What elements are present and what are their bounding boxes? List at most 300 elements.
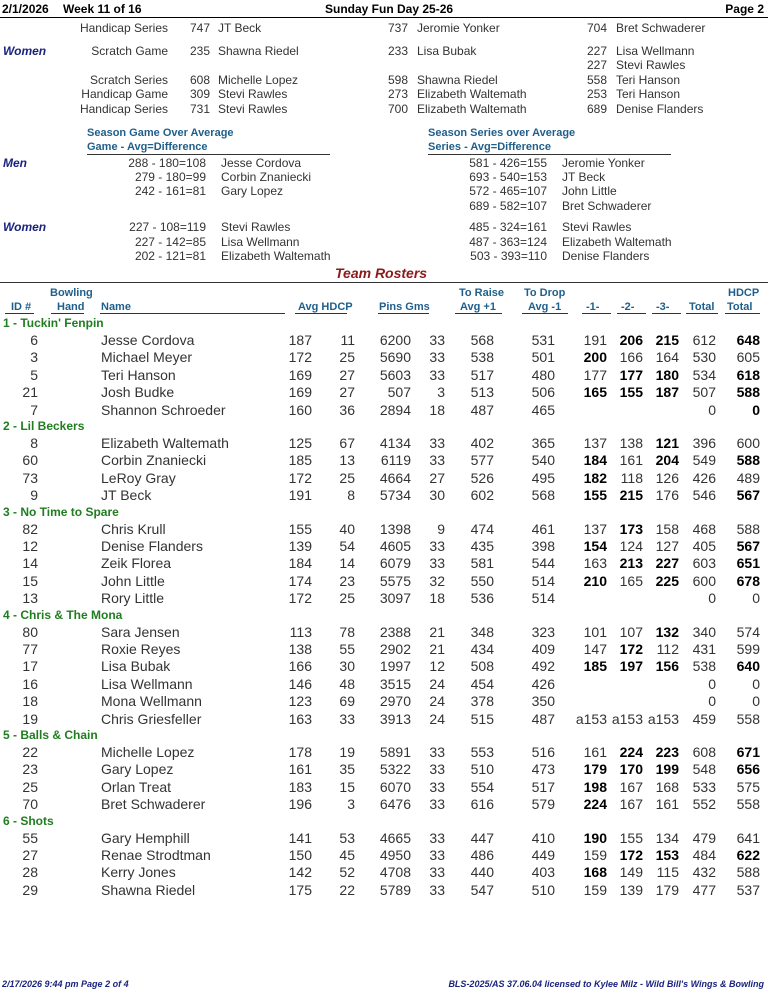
player-average: 178 (288, 744, 312, 760)
player-name: Elizabeth Waltemath (101, 435, 229, 451)
player-id: 8 (30, 435, 38, 451)
women-label: Women (3, 220, 47, 234)
player-game-3: 127 (655, 538, 679, 554)
player-to-drop: 514 (531, 590, 555, 606)
player-pins: 5603 (379, 367, 411, 383)
player-id: 3 (30, 349, 38, 365)
player-to-drop: 514 (531, 573, 555, 589)
series-over-avg-name: JT Beck (562, 170, 606, 184)
award-name-3: Stevi Rawles (616, 58, 686, 72)
player-pins: 5322 (379, 761, 411, 777)
award-name-2: Elizabeth Waltemath (417, 87, 527, 101)
player-total: 549 (692, 452, 716, 468)
player-games: 18 (429, 590, 445, 606)
award-score-3: 227 (586, 44, 607, 58)
award-name-3: Lisa Wellmann (616, 44, 695, 58)
player-total: 340 (692, 624, 716, 640)
award-score-1: 608 (189, 73, 210, 87)
col-total: Total (689, 301, 715, 313)
player-games: 21 (429, 624, 445, 640)
player-games: 33 (429, 864, 445, 880)
player-to-raise: 348 (470, 624, 494, 640)
column-underline (100, 313, 285, 314)
player-average: 163 (288, 711, 312, 727)
player-games: 33 (429, 761, 445, 777)
player-game-3: 227 (655, 555, 679, 571)
player-games: 24 (429, 676, 445, 692)
player-handicap: 69 (339, 693, 355, 709)
player-hdcp-total: 0 (752, 676, 760, 692)
player-games: 33 (429, 538, 445, 554)
player-id: 9 (30, 487, 38, 503)
player-name: Gary Lopez (101, 761, 174, 777)
player-handicap: 15 (339, 779, 355, 795)
game-over-avg-underline (87, 154, 330, 155)
player-to-raise: 454 (470, 676, 494, 692)
game-over-avg-value: 288 - 180=108 (128, 156, 206, 170)
player-game-3: 180 (655, 367, 679, 383)
award-score-3: 253 (586, 87, 607, 101)
player-hdcp-total: 558 (736, 711, 760, 727)
player-id: 15 (22, 573, 38, 589)
award-name-3: Bret Schwaderer (616, 21, 706, 35)
player-handicap: 27 (339, 367, 355, 383)
game-over-avg-name: Gary Lopez (221, 184, 284, 198)
series-over-avg-value: 693 - 540=153 (469, 170, 547, 184)
award-score-2: 598 (387, 73, 408, 87)
player-hdcp-total: 671 (736, 744, 760, 760)
player-hdcp-total: 656 (736, 761, 760, 777)
player-hdcp-total: 588 (736, 521, 760, 537)
player-name: JT Beck (101, 487, 152, 503)
player-games: 33 (429, 555, 445, 571)
player-average: 169 (288, 384, 312, 400)
player-to-drop: 544 (531, 555, 555, 571)
player-total: 534 (692, 367, 716, 383)
player-total: 396 (692, 435, 716, 451)
player-to-raise: 508 (470, 658, 494, 674)
player-total: 530 (692, 349, 716, 365)
player-pins: 3097 (379, 590, 411, 606)
player-to-drop: 403 (531, 864, 555, 880)
player-handicap: 67 (339, 435, 355, 451)
player-pins: 2388 (379, 624, 411, 640)
player-average: 150 (288, 847, 312, 863)
player-total: 431 (692, 641, 716, 657)
player-pins: 3913 (379, 711, 411, 727)
player-handicap: 48 (339, 676, 355, 692)
player-average: 142 (288, 864, 312, 880)
player-hdcp-total: 574 (736, 624, 760, 640)
player-name: Chris Krull (101, 521, 166, 537)
player-hdcp-total: 640 (736, 658, 760, 674)
column-underline (295, 313, 347, 314)
player-to-raise: 435 (470, 538, 494, 554)
player-to-drop: 461 (531, 521, 555, 537)
game-over-avg-name: Corbin Znaniecki (221, 170, 312, 184)
player-total: 0 (708, 676, 716, 692)
player-games: 33 (429, 349, 445, 365)
player-handicap: 55 (339, 641, 355, 657)
player-game-2: 165 (619, 573, 643, 589)
men-label: Men (3, 156, 27, 170)
player-game-3: 225 (655, 573, 679, 589)
player-name: Michael Meyer (101, 349, 193, 365)
series-over-avg-value: 689 - 582=107 (469, 199, 547, 213)
column-underline (582, 313, 611, 314)
award-name-1: Stevi Rawles (218, 87, 288, 101)
player-to-drop: 516 (531, 744, 555, 760)
player-name: Rory Little (101, 590, 165, 606)
player-game-3: 187 (655, 384, 679, 400)
col-hand: Hand (57, 301, 85, 313)
series-over-avg-name: Jeromie Yonker (562, 156, 645, 170)
player-id: 18 (22, 693, 38, 709)
game-over-avg-value: 227 - 142=85 (134, 235, 206, 249)
player-id: 70 (22, 796, 38, 812)
award-score-3: 689 (586, 102, 607, 116)
player-to-raise: 486 (470, 847, 494, 863)
team-name: 4 - Chris & The Mona (3, 607, 123, 622)
player-game-3: 161 (655, 796, 679, 812)
team-name: 5 - Balls & Chain (3, 728, 98, 742)
player-name: Lisa Bubak (101, 658, 171, 674)
player-game-1: 200 (583, 349, 607, 365)
player-handicap: 45 (339, 847, 355, 863)
player-handicap: 23 (339, 573, 355, 589)
player-average: 175 (288, 882, 312, 898)
award-score-2: 233 (387, 44, 408, 58)
player-to-raise: 517 (470, 367, 494, 383)
player-game-1: 147 (583, 641, 607, 657)
player-game-3: 115 (656, 864, 679, 880)
player-id: 28 (22, 864, 38, 880)
player-to-drop: 487 (531, 711, 555, 727)
player-name: Roxie Reyes (101, 641, 181, 657)
player-id: 22 (22, 744, 38, 760)
player-name: John Little (101, 573, 165, 589)
player-game-1: 155 (583, 487, 607, 503)
player-total: 507 (692, 384, 716, 400)
player-to-drop: 480 (531, 367, 555, 383)
player-game-2: 170 (619, 761, 643, 777)
player-hdcp-total: 537 (736, 882, 760, 898)
team-name: 1 - Tuckin' Fenpin (3, 316, 104, 330)
player-games: 30 (429, 487, 445, 503)
player-to-drop: 473 (531, 761, 555, 777)
player-to-drop: 492 (531, 658, 555, 674)
award-score-2: 737 (387, 21, 408, 35)
player-pins: 4950 (379, 847, 411, 863)
award-label: Handicap Series (79, 102, 168, 116)
col-raise-top: To Raise (459, 287, 505, 299)
footer-timestamp: 2/17/2026 9:44 pm Page 2 of 4 (2, 979, 129, 989)
player-to-drop: 449 (531, 847, 555, 863)
player-game-2: a153 (611, 711, 643, 727)
player-handicap: 78 (339, 624, 355, 640)
player-hdcp-total: 0 (752, 590, 760, 606)
player-pins: 5575 (379, 573, 411, 589)
player-total: 548 (692, 761, 716, 777)
player-to-raise: 447 (470, 830, 494, 846)
col-game-1: -1- (586, 301, 600, 313)
award-label: Handicap Game (81, 87, 168, 101)
award-name-1: Shawna Riedel (218, 44, 299, 58)
player-pins: 3515 (379, 676, 411, 692)
series-over-avg-value: 503 - 393=110 (470, 249, 547, 263)
award-name-1: Stevi Rawles (218, 102, 288, 116)
player-name: Zeik Florea (101, 555, 172, 571)
game-over-avg-name: Lisa Wellmann (221, 235, 300, 249)
column-underline (686, 313, 718, 314)
player-to-raise: 550 (470, 573, 494, 589)
player-pins: 4134 (379, 435, 411, 451)
player-game-3: 168 (655, 779, 679, 795)
player-hdcp-total: 588 (736, 384, 760, 400)
player-to-raise: 554 (470, 779, 494, 795)
player-game-3: 126 (655, 470, 679, 486)
player-pins: 6119 (380, 452, 411, 468)
player-to-raise: 515 (470, 711, 494, 727)
award-name-2: Elizabeth Waltemath (417, 102, 527, 116)
player-total: 600 (692, 573, 716, 589)
award-name-1: Michelle Lopez (218, 73, 299, 87)
player-game-3: 134 (655, 830, 679, 846)
award-score-3: 558 (586, 73, 607, 87)
player-game-2: 124 (619, 538, 643, 554)
player-games: 33 (429, 779, 445, 795)
col-game-3: -3- (656, 301, 670, 313)
player-average: 191 (288, 487, 312, 503)
player-game-3: 223 (655, 744, 679, 760)
game-over-avg-value: 279 - 180=99 (134, 170, 206, 184)
player-pins: 507 (387, 384, 411, 400)
series-over-avg-value: 572 - 465=107 (469, 184, 547, 198)
player-name: Kerry Jones (101, 864, 176, 880)
player-average: 196 (288, 796, 312, 812)
player-average: 172 (288, 590, 312, 606)
player-handicap: 14 (339, 555, 355, 571)
player-total: 459 (692, 711, 716, 727)
player-name: Renae Strodtman (101, 847, 211, 863)
player-games: 18 (429, 402, 445, 418)
player-game-2: 173 (619, 521, 643, 537)
team-rosters-title: Team Rosters (335, 265, 428, 281)
player-name: Corbin Znaniecki (101, 452, 207, 468)
player-pins: 5789 (379, 882, 411, 898)
player-game-1: 177 (583, 367, 607, 383)
player-total: 552 (692, 796, 716, 812)
player-game-2: 172 (619, 641, 643, 657)
player-to-raise: 602 (470, 487, 494, 503)
series-over-avg-name: Bret Schwaderer (562, 199, 652, 213)
series-over-avg-name: John Little (562, 184, 617, 198)
rosters-divider (0, 282, 768, 283)
player-to-drop: 350 (531, 693, 555, 709)
player-to-raise: 474 (470, 521, 494, 537)
player-pins: 4665 (379, 830, 411, 846)
player-game-2: 155 (619, 384, 643, 400)
player-game-3: 156 (655, 658, 679, 674)
player-to-drop: 531 (531, 332, 555, 348)
player-average: 123 (288, 693, 312, 709)
series-over-avg-subtitle: Series - Avg=Difference (428, 141, 551, 153)
player-game-3: 204 (655, 452, 679, 468)
player-to-raise: 434 (470, 641, 494, 657)
player-hdcp-total: 489 (736, 470, 760, 486)
award-label: Scratch Game (91, 44, 168, 58)
player-to-raise: 378 (470, 693, 494, 709)
team-name: 6 - Shots (3, 813, 54, 828)
player-hdcp-total: 567 (736, 538, 760, 554)
player-to-drop: 506 (531, 384, 555, 400)
player-game-2: 138 (619, 435, 643, 451)
player-id: 6 (30, 332, 38, 348)
player-hdcp-total: 678 (736, 573, 760, 589)
player-to-raise: 440 (470, 864, 494, 880)
player-total: 533 (692, 779, 716, 795)
player-hdcp-total: 575 (736, 779, 760, 795)
col-drop-top: To Drop (524, 287, 566, 299)
player-games: 9 (437, 521, 445, 537)
award-score-3: 704 (586, 21, 607, 35)
player-handicap: 35 (339, 761, 355, 777)
player-average: 183 (288, 779, 312, 795)
award-score-3: 227 (586, 58, 607, 72)
player-games: 27 (429, 470, 445, 486)
award-score-2: 700 (387, 102, 408, 116)
player-to-raise: 581 (470, 555, 494, 571)
game-over-avg-title: Season Game Over Average (87, 127, 234, 139)
award-score-1: 309 (189, 87, 210, 101)
player-average: 125 (288, 435, 312, 451)
player-to-drop: 426 (531, 676, 555, 692)
player-game-2: 161 (619, 452, 643, 468)
player-total: 479 (692, 830, 716, 846)
player-hdcp-total: 0 (752, 402, 760, 418)
player-games: 33 (429, 744, 445, 760)
series-over-avg-underline (428, 154, 671, 155)
player-pins: 2894 (379, 402, 411, 418)
player-total: 426 (692, 470, 716, 486)
player-game-2: 155 (619, 830, 643, 846)
col-raise: Avg +1 (460, 301, 496, 313)
player-id: 21 (22, 384, 38, 400)
player-total: 477 (692, 882, 716, 898)
col-pins-gms: Pins Gms (379, 301, 430, 313)
player-average: 172 (288, 349, 312, 365)
player-name: Michelle Lopez (101, 744, 195, 760)
player-average: 139 (288, 538, 312, 554)
player-games: 33 (429, 367, 445, 383)
player-games: 24 (429, 711, 445, 727)
player-to-drop: 398 (531, 538, 555, 554)
award-group-label: Women (3, 44, 47, 58)
player-game-3: 199 (655, 761, 679, 777)
player-game-1: 161 (583, 744, 607, 760)
player-total: 603 (692, 555, 716, 571)
column-underline (522, 313, 568, 314)
game-over-avg-value: 227 - 108=119 (129, 220, 206, 234)
player-pins: 6476 (379, 796, 411, 812)
player-game-1: 165 (583, 384, 607, 400)
player-hdcp-total: 588 (736, 452, 760, 468)
player-hdcp-total: 641 (736, 830, 760, 846)
player-to-drop: 540 (531, 452, 555, 468)
player-id: 80 (22, 624, 38, 640)
player-pins: 1398 (379, 521, 411, 537)
player-game-3: 153 (655, 847, 679, 863)
player-name: Jesse Cordova (101, 332, 195, 348)
player-to-raise: 510 (470, 761, 494, 777)
player-pins: 5690 (379, 349, 411, 365)
player-game-3: 176 (655, 487, 679, 503)
player-pins: 5734 (379, 487, 411, 503)
player-average: 169 (288, 367, 312, 383)
award-name-1: JT Beck (218, 21, 262, 35)
player-pins: 6200 (379, 332, 411, 348)
award-score-1: 731 (189, 102, 210, 116)
player-to-drop: 410 (531, 830, 555, 846)
player-handicap: 33 (339, 711, 355, 727)
series-over-avg-title: Season Series over Average (428, 127, 576, 139)
award-score-2: 273 (387, 87, 408, 101)
player-id: 77 (22, 641, 38, 657)
player-to-raise: 616 (470, 796, 494, 812)
player-id: 73 (22, 470, 38, 486)
player-pins: 5891 (379, 744, 411, 760)
column-underline (455, 313, 502, 314)
player-id: 19 (22, 711, 38, 727)
player-hdcp-total: 651 (736, 555, 760, 571)
player-to-raise: 487 (470, 402, 494, 418)
player-average: 160 (288, 402, 312, 418)
player-name: Sara Jensen (101, 624, 180, 640)
series-over-avg-name: Elizabeth Waltemath (562, 235, 672, 249)
player-game-1: 224 (583, 796, 607, 812)
player-name: Lisa Wellmann (101, 676, 193, 692)
player-name: Gary Hemphill (101, 830, 190, 846)
player-game-1: 179 (583, 761, 607, 777)
player-name: Mona Wellmann (101, 693, 202, 709)
player-game-2: 139 (619, 882, 643, 898)
player-total: 0 (708, 590, 716, 606)
player-game-3: 158 (655, 521, 679, 537)
player-handicap: 53 (339, 830, 355, 846)
series-over-avg-name: Stevi Rawles (562, 220, 632, 234)
player-name: Shannon Schroeder (101, 402, 226, 418)
player-id: 13 (22, 590, 38, 606)
col-hdcp-top: HDCP (728, 287, 760, 299)
player-average: 161 (288, 761, 312, 777)
player-handicap: 3 (347, 796, 355, 812)
player-to-raise: 577 (470, 452, 494, 468)
award-name-2: Lisa Bubak (417, 44, 477, 58)
player-hdcp-total: 588 (736, 864, 760, 880)
league-title: Sunday Fun Day 25-26 (325, 2, 454, 16)
player-game-2: 167 (619, 779, 643, 795)
player-game-1: 159 (583, 882, 607, 898)
player-name: Josh Budke (101, 384, 175, 400)
player-game-1: 137 (583, 521, 607, 537)
player-games: 33 (429, 435, 445, 451)
player-game-3: 215 (655, 332, 679, 348)
col-id: ID # (11, 301, 32, 313)
player-handicap: 36 (339, 402, 355, 418)
player-to-raise: 536 (470, 590, 494, 606)
player-games: 12 (429, 658, 445, 674)
player-to-drop: 365 (531, 435, 555, 451)
